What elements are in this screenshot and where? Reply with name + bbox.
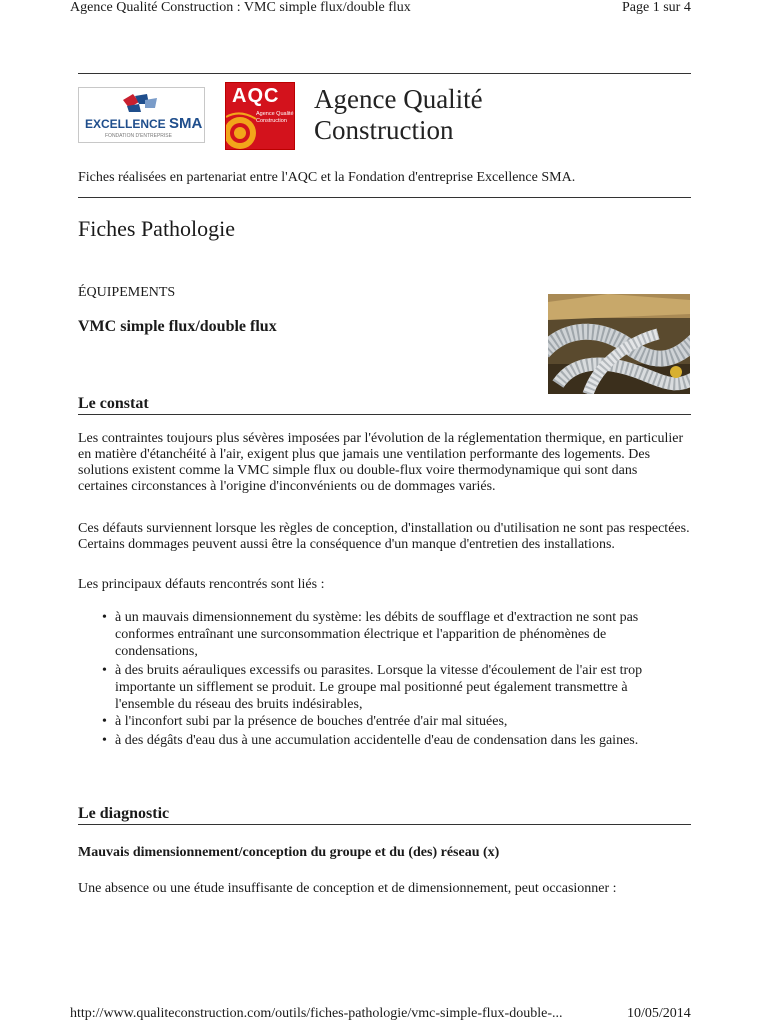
list-item <box>78 609 690 660</box>
sma-logo-line2: SMA <box>169 115 203 132</box>
diagnostic-divider <box>78 824 691 825</box>
section-heading-diagnostic: Le diagnostic <box>78 805 170 822</box>
excellence-sma-logo <box>78 87 205 143</box>
aqc-logo-name: AQC <box>232 85 280 107</box>
constat-paragraph-2: Ces défauts surviennent lorsque les règles de conception, d'installation ou d'utilisation ne sont pas respectées. Certains dommages peuvent aussi être la conséquence d'un manque d'entretien des installations. <box>78 521 690 552</box>
brand-name <box>314 84 483 146</box>
brand-line-2: Construction <box>314 115 454 145</box>
aqc-logo-tagline: Agence Qualité Construction <box>256 111 294 124</box>
partnership-note: Fiches réalisées en partenariat entre l'AQC et la Fondation d'entreprise Excellence SMA. <box>78 170 576 185</box>
sma-logo-line1: EXCELLENCE <box>85 117 166 131</box>
list-item <box>78 713 690 730</box>
bullet-text-2-continued: importante un sifflement se produit. Le groupe mal positionné peut également transmettre à l'ensemble du réseau des bruits indésirables, <box>115 680 628 712</box>
diagnostic-subheading: Mauvais dimensionnement/conception du groupe et du (des) réseau (x) <box>78 845 500 860</box>
bullet-text-2: • à des bruits aérauliques excessifs ou parasites. Lorsque la vitesse d'écoulement de l'air est trop <box>115 663 643 678</box>
diagnostic-paragraph-1: Une absence ou une étude insuffisante de conception et de dimensionnement, peut occasionner : <box>78 881 617 896</box>
bullet-text-4: à des dégâts d'eau dus à une accumulation accidentelle d'eau de condensation dans les gaines. <box>115 733 639 748</box>
sheet-title: VMC simple flux/double flux <box>78 318 277 335</box>
print-footer-date: 10/05/2014 <box>627 1006 691 1021</box>
print-header-page: Page 1 sur 4 <box>622 0 691 15</box>
category-label: ÉQUIPEMENTS <box>78 285 176 300</box>
top-divider <box>78 73 691 74</box>
constat-divider <box>78 414 691 415</box>
bullet-text-3: à l'inconfort subi par la présence de bouches d'entrée d'air mal situées, <box>115 714 508 729</box>
page-title: Fiches Pathologie <box>78 216 236 241</box>
constat-paragraph-1: Les contraintes toujours plus sévères imposées par l'évolution de la réglementation thermique, en particulier en matière d'étanchéité à l'air, exigent plus que jamais une ventilation performante des logements. Des solutions existent comme la VMC simple flux ou double-flux voire thermodynamique qui sont dans certaines circonstances à l'origine d'inconvénients ou de dommages variés. <box>78 431 684 494</box>
defects-list <box>78 609 690 751</box>
partner-divider <box>78 197 691 198</box>
brand-line-1: Agence Qualité <box>314 84 483 114</box>
bullet-text-1: à un mauvais dimensionnement du système: les débits de soufflage et d'extraction ne sont pas conformes entraînant une surconsommation électrique et l'apparition de phénomènes de condensations, <box>115 610 639 659</box>
constat-paragraph-3: Les principaux défauts rencontrés sont liés : <box>78 577 325 592</box>
sma-logo-tagline: FONDATION D'ENTREPRISE <box>105 133 172 139</box>
aqc-logo <box>225 82 295 150</box>
section-heading-constat: Le constat <box>78 395 149 412</box>
print-footer-url[interactable]: http://www.qualiteconstruction.com/outils/fiches-pathologie/vmc-simple-flux-double-... <box>70 1006 563 1021</box>
print-header-title: Agence Qualité Construction : VMC simple flux/double flux <box>70 0 411 15</box>
vmc-ducts-photo <box>548 294 690 394</box>
list-item <box>78 732 690 749</box>
list-item <box>78 662 690 713</box>
